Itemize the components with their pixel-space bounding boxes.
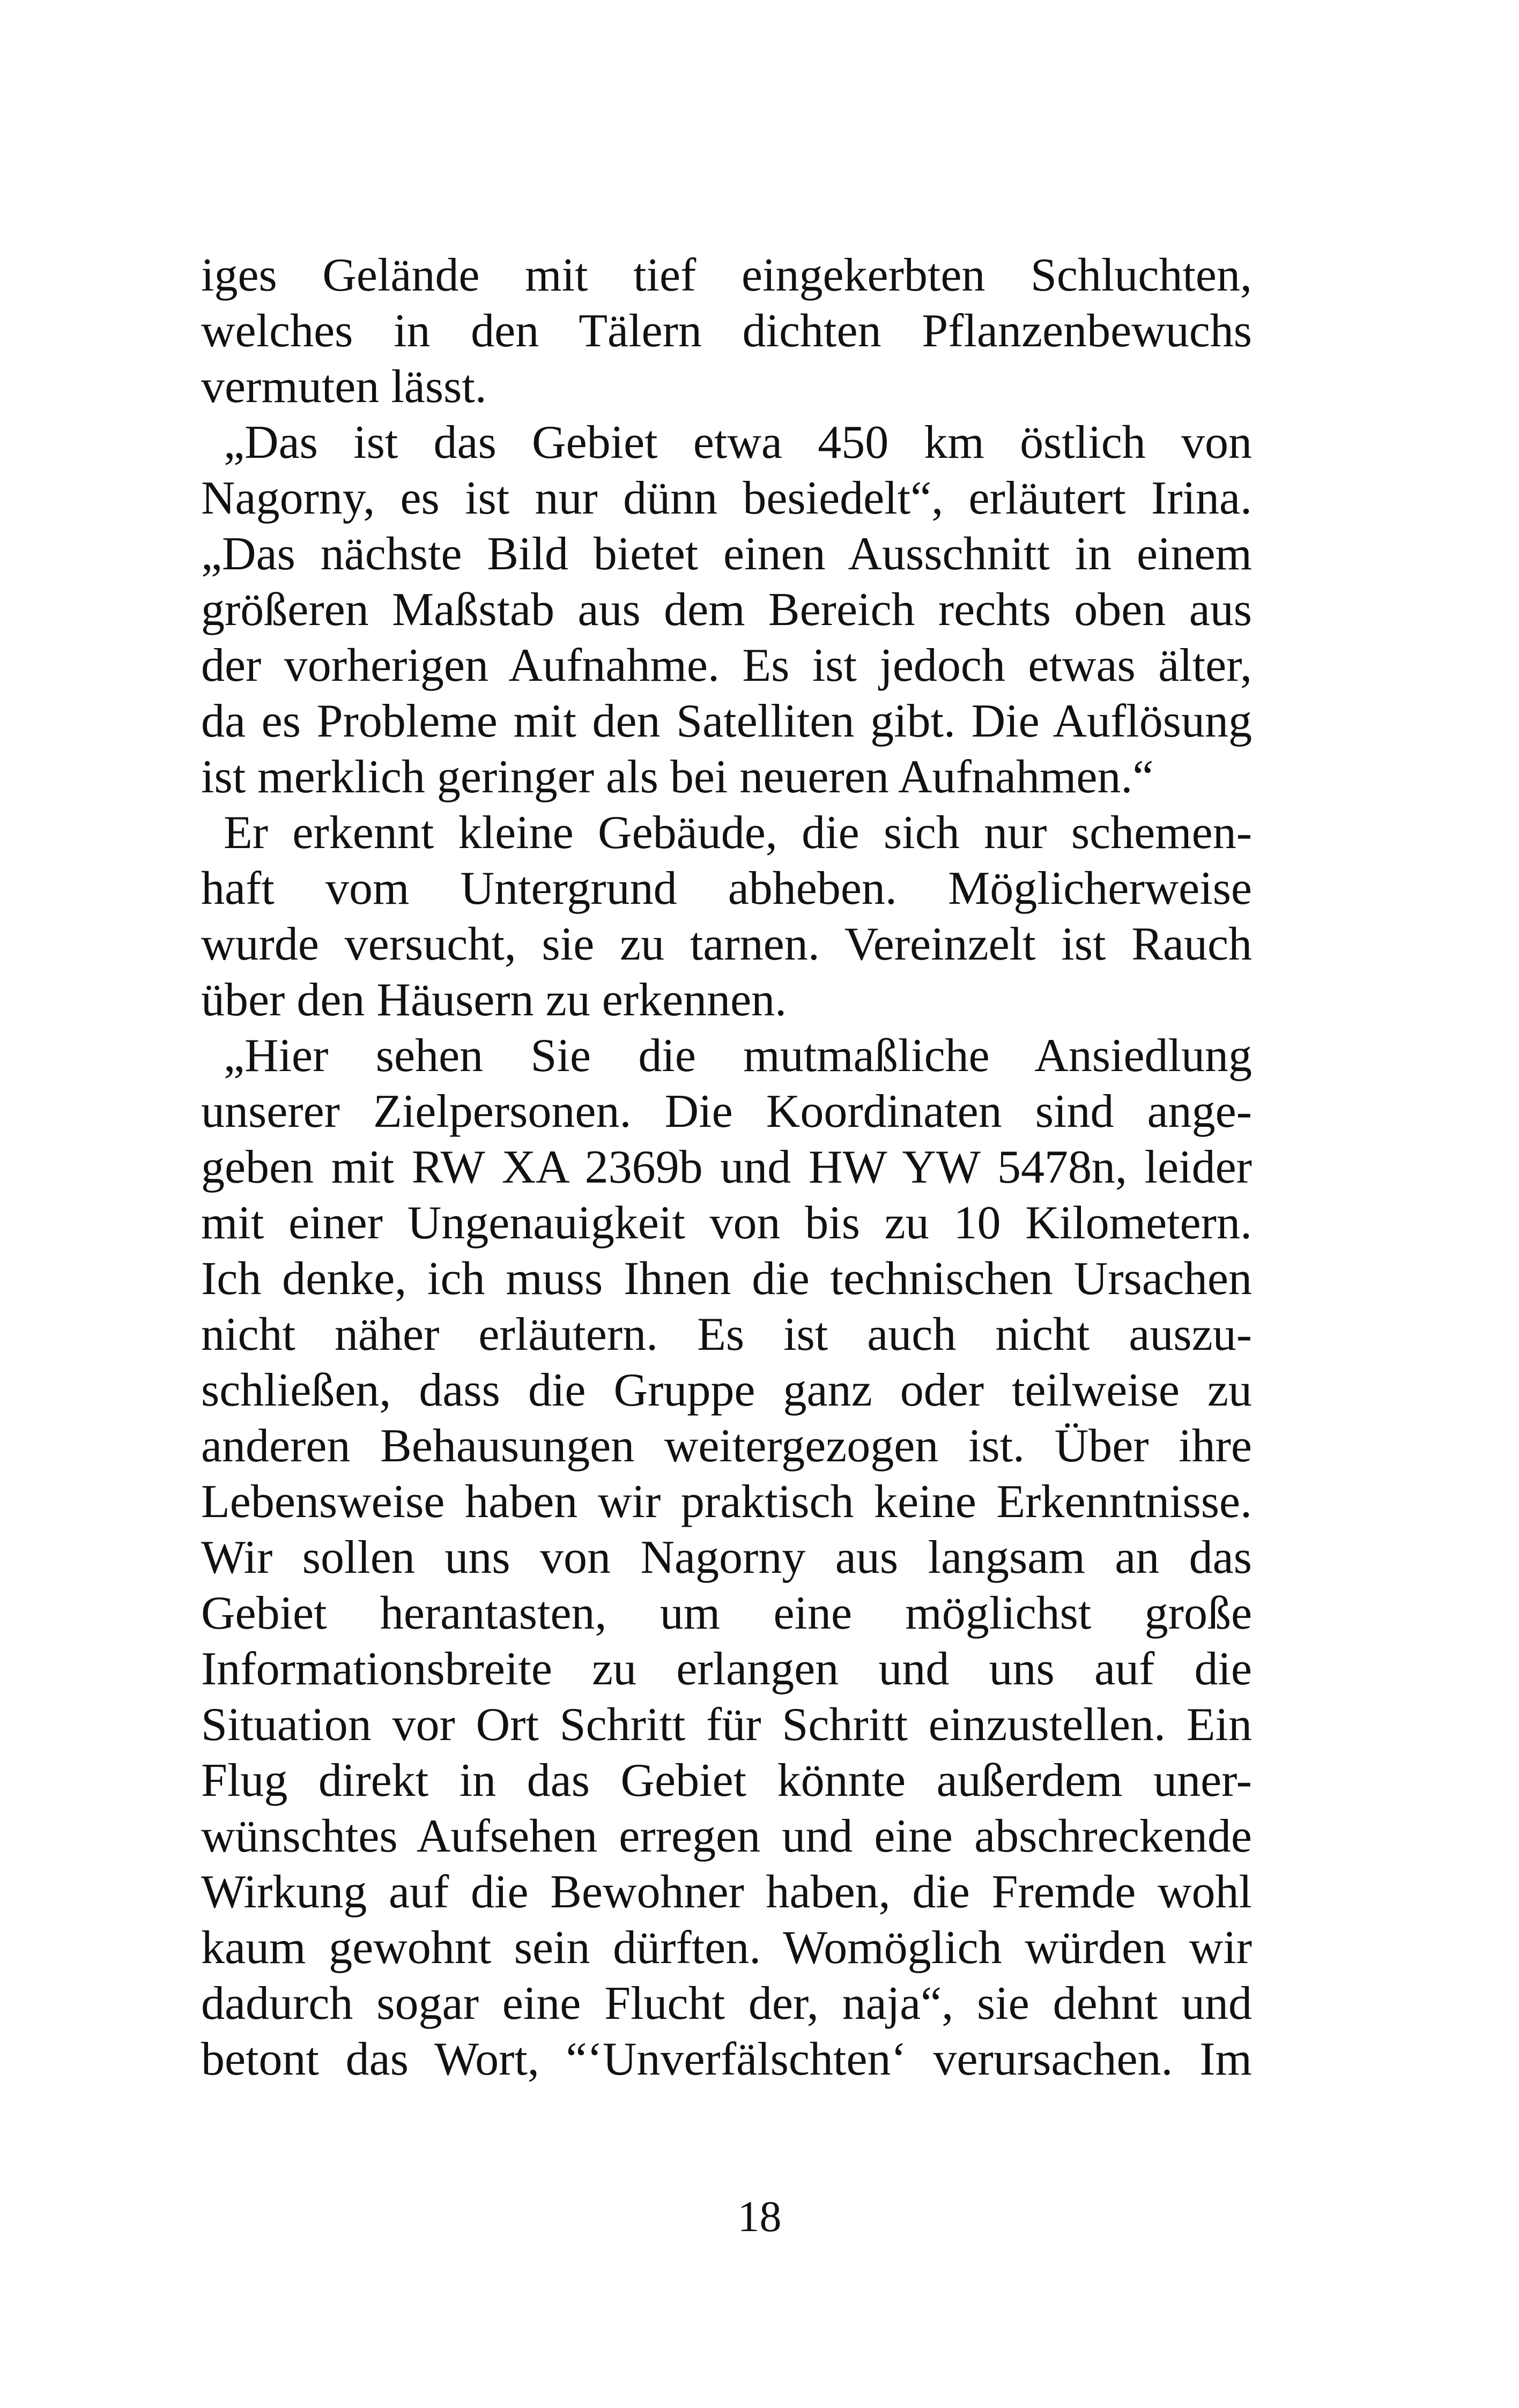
text-line: Wirkung auf die Bewohner haben, die Fremde wohl <box>201 1866 1252 1918</box>
text-line: der vorherigen Aufnahme. Es ist jedoch etwas älter, <box>201 640 1252 692</box>
paragraph-start-line: Er erkennt kleine Gebäude, die sich nur schemen- <box>224 807 1252 859</box>
paragraph-start-line: „Das ist das Gebiet etwa 450 km östlich von <box>224 417 1252 469</box>
page-number: 18 <box>737 2192 782 2241</box>
text-line: Nagorny, es ist nur dünn besiedelt“, erläutert Irina. <box>201 472 1252 524</box>
text-line: anderen Behausungen weitergezogen ist. Über ihre <box>201 1420 1252 1472</box>
paragraph-start-line: „Hier sehen Sie die mutmaßliche Ansiedlung <box>224 1030 1252 1082</box>
text-line: größeren Maßstab aus dem Bereich rechts oben aus <box>201 584 1252 636</box>
text-line: dadurch sogar eine Flucht der, naja“, sie dehnt und <box>201 1978 1252 2030</box>
text-line: schließen, dass die Gruppe ganz oder teilweise zu <box>201 1364 1252 1416</box>
text-line: wurde versucht, sie zu tarnen. Vereinzelt ist Rauch <box>201 918 1252 970</box>
text-line: da es Probleme mit den Satelliten gibt. Die Auflösung <box>201 695 1252 747</box>
text-line: Wir sollen uns von Nagorny aus langsam an das <box>201 1532 1252 1584</box>
text-line: Ich denke, ich muss Ihnen die technischen Ursachen <box>201 1253 1252 1305</box>
text-line: haft vom Untergrund abheben. Möglicherweise <box>201 863 1252 915</box>
text-line: mit einer Ungenauigkeit von bis zu 10 Kilometern. <box>201 1197 1252 1249</box>
text-line: ist merklich geringer als bei neueren Aufnahmen.“ <box>201 751 1154 803</box>
text-line: über den Häusern zu erkennen. <box>201 974 787 1026</box>
text-line: nicht näher erläutern. Es ist auch nicht auszu- <box>201 1309 1252 1361</box>
text-line: Lebensweise haben wir praktisch keine Erkenntnisse. <box>201 1476 1252 1528</box>
text-line: Flug direkt in das Gebiet könnte außerdem uner- <box>201 1755 1252 1807</box>
text-line: geben mit RW XA 2369b und HW YW 5478n, leider <box>201 1141 1252 1193</box>
text-line: Informationsbreite zu erlangen und uns auf die <box>201 1643 1252 1695</box>
body-text <box>201 248 1252 2087</box>
text-line: welches in den Tälern dichten Pflanzenbewuchs <box>201 305 1252 357</box>
text-line: kaum gewohnt sein dürften. Womöglich würden wir <box>201 1922 1252 1974</box>
text-line: betont das Wort, “‘Unverfälschten‘ verursachen. Im <box>201 2033 1252 2085</box>
text-line: Gebiet herantasten, um eine möglichst große <box>201 1587 1252 1639</box>
text-line: „Das nächste Bild bietet einen Ausschnitt in einem <box>201 528 1252 580</box>
text-line: Situation vor Ort Schritt für Schritt einzustellen. Ein <box>201 1699 1252 1751</box>
text-line: iges Gelände mit tief eingekerbten Schluchten, <box>201 249 1252 301</box>
text-line: vermuten lässt. <box>201 361 487 413</box>
text-line: unserer Zielpersonen. Die Koordinaten sind ange- <box>201 1086 1252 1138</box>
text-line: wünschtes Aufsehen erregen und eine abschreckende <box>201 1810 1252 1862</box>
